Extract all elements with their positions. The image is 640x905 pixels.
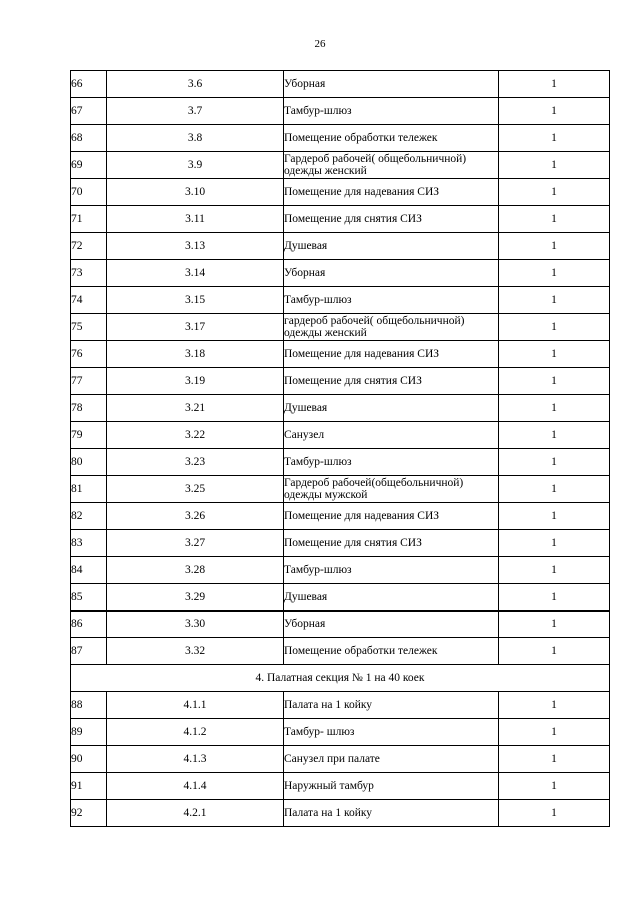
- room-code-cell: 3.23: [107, 449, 284, 476]
- table-row: [71, 611, 610, 638]
- table-row: [71, 314, 610, 341]
- row-number-cell: 69: [71, 152, 107, 179]
- room-name-cell: Уборная: [284, 71, 499, 98]
- row-number-cell: 87: [71, 638, 107, 665]
- room-code-cell: 3.9: [107, 152, 284, 179]
- quantity-cell: 1: [499, 800, 610, 827]
- table-row: [71, 449, 610, 476]
- table-row: [71, 152, 610, 179]
- room-code-cell: 3.7: [107, 98, 284, 125]
- table-row: [71, 368, 610, 395]
- quantity-cell: 1: [499, 476, 610, 503]
- quantity-cell: 1: [499, 233, 610, 260]
- quantity-cell: 1: [499, 638, 610, 665]
- room-name-cell: Гардероб рабочей( общебольничной) одежды женский: [284, 152, 499, 179]
- room-code-cell: 3.32: [107, 638, 284, 665]
- section-header-group: [71, 665, 610, 692]
- table-row: [71, 773, 610, 800]
- rooms-table-body-section-4: [71, 692, 610, 827]
- quantity-cell: 1: [499, 206, 610, 233]
- row-number-cell: 92: [71, 800, 107, 827]
- room-code-cell: 3.14: [107, 260, 284, 287]
- row-number-cell: 80: [71, 449, 107, 476]
- row-number-cell: 85: [71, 584, 107, 611]
- row-number-cell: 72: [71, 233, 107, 260]
- table-row: [71, 746, 610, 773]
- table-row: [71, 530, 610, 557]
- room-code-cell: 3.17: [107, 314, 284, 341]
- room-name-cell: Гардероб рабочей(общебольничной) одежды мужской: [284, 476, 499, 503]
- room-name-cell: Помещение обработки тележек: [284, 125, 499, 152]
- quantity-cell: 1: [499, 719, 610, 746]
- room-code-cell: 3.10: [107, 179, 284, 206]
- table-row: [71, 476, 610, 503]
- room-name-cell: Палата на 1 койку: [284, 800, 499, 827]
- room-name-cell: Помещение для надевания СИЗ: [284, 503, 499, 530]
- table-row: [71, 503, 610, 530]
- room-code-cell: 3.13: [107, 233, 284, 260]
- table-row: [71, 341, 610, 368]
- room-name-cell: Тамбур- шлюз: [284, 719, 499, 746]
- quantity-cell: 1: [499, 584, 610, 611]
- room-code-cell: 3.30: [107, 611, 284, 638]
- table-row: [71, 206, 610, 233]
- room-name-cell: Санузел: [284, 422, 499, 449]
- table-row: [71, 71, 610, 98]
- room-code-cell: 3.28: [107, 557, 284, 584]
- room-code-cell: 3.29: [107, 584, 284, 611]
- row-number-cell: 86: [71, 611, 107, 638]
- table-row: [71, 584, 610, 611]
- room-code-cell: 3.19: [107, 368, 284, 395]
- table-row: [71, 422, 610, 449]
- room-code-cell: 3.8: [107, 125, 284, 152]
- row-number-cell: 84: [71, 557, 107, 584]
- room-name-cell: Помещение для надевания СИЗ: [284, 341, 499, 368]
- quantity-cell: 1: [499, 98, 610, 125]
- room-name-cell: гардероб рабочей( общебольничной) одежды женский: [284, 314, 499, 341]
- table-row: [71, 179, 610, 206]
- room-name-cell: Душевая: [284, 584, 499, 611]
- table-row: [71, 125, 610, 152]
- room-code-cell: 4.1.3: [107, 746, 284, 773]
- room-name-cell: Помещение обработки тележек: [284, 638, 499, 665]
- room-code-cell: 3.22: [107, 422, 284, 449]
- quantity-cell: 1: [499, 314, 610, 341]
- table-row: [71, 98, 610, 125]
- row-number-cell: 90: [71, 746, 107, 773]
- row-number-cell: 81: [71, 476, 107, 503]
- row-number-cell: 89: [71, 719, 107, 746]
- quantity-cell: 1: [499, 746, 610, 773]
- quantity-cell: 1: [499, 611, 610, 638]
- row-number-cell: 73: [71, 260, 107, 287]
- quantity-cell: 1: [499, 71, 610, 98]
- quantity-cell: 1: [499, 530, 610, 557]
- room-name-cell: Помещение для снятия СИЗ: [284, 368, 499, 395]
- room-name-cell: Душевая: [284, 395, 499, 422]
- room-name-cell: Тамбур-шлюз: [284, 98, 499, 125]
- table-row: [71, 719, 610, 746]
- table-row: [71, 395, 610, 422]
- row-number-cell: 74: [71, 287, 107, 314]
- section-header-row: [71, 665, 610, 692]
- table-row: [71, 287, 610, 314]
- room-code-cell: 3.27: [107, 530, 284, 557]
- table-row: [71, 557, 610, 584]
- room-code-cell: 4.1.2: [107, 719, 284, 746]
- quantity-cell: 1: [499, 125, 610, 152]
- room-name-cell: Тамбур-шлюз: [284, 449, 499, 476]
- row-number-cell: 76: [71, 341, 107, 368]
- table-row: [71, 638, 610, 665]
- room-name-cell: Санузел при палате: [284, 746, 499, 773]
- room-name-cell: Душевая: [284, 233, 499, 260]
- quantity-cell: 1: [499, 287, 610, 314]
- room-name-cell: Палата на 1 койку: [284, 692, 499, 719]
- room-name-cell: Помещение для снятия СИЗ: [284, 206, 499, 233]
- room-code-cell: 3.6: [107, 71, 284, 98]
- room-name-cell: Уборная: [284, 260, 499, 287]
- rooms-table: [70, 70, 610, 827]
- quantity-cell: 1: [499, 368, 610, 395]
- room-code-cell: 3.26: [107, 503, 284, 530]
- quantity-cell: 1: [499, 341, 610, 368]
- quantity-cell: 1: [499, 179, 610, 206]
- row-number-cell: 77: [71, 368, 107, 395]
- quantity-cell: 1: [499, 503, 610, 530]
- row-number-cell: 70: [71, 179, 107, 206]
- row-number-cell: 75: [71, 314, 107, 341]
- room-name-cell: Наружный тамбур: [284, 773, 499, 800]
- room-code-cell: 3.11: [107, 206, 284, 233]
- quantity-cell: 1: [499, 773, 610, 800]
- row-number-cell: 83: [71, 530, 107, 557]
- page-number: 26: [314, 38, 326, 50]
- row-number-cell: 66: [71, 71, 107, 98]
- room-code-cell: 3.25: [107, 476, 284, 503]
- room-code-cell: 4.1.4: [107, 773, 284, 800]
- row-number-cell: 71: [71, 206, 107, 233]
- room-code-cell: 4.1.1: [107, 692, 284, 719]
- table-row: [71, 692, 610, 719]
- room-name-cell: Тамбур-шлюз: [284, 557, 499, 584]
- quantity-cell: 1: [499, 260, 610, 287]
- room-code-cell: 3.15: [107, 287, 284, 314]
- quantity-cell: 1: [499, 557, 610, 584]
- quantity-cell: 1: [499, 449, 610, 476]
- room-code-cell: 4.2.1: [107, 800, 284, 827]
- rooms-table-body: [71, 71, 610, 665]
- room-name-cell: Помещение для снятия СИЗ: [284, 530, 499, 557]
- row-number-cell: 79: [71, 422, 107, 449]
- table-row: [71, 233, 610, 260]
- room-code-cell: 3.18: [107, 341, 284, 368]
- room-code-cell: 3.21: [107, 395, 284, 422]
- table-row: [71, 260, 610, 287]
- row-number-cell: 78: [71, 395, 107, 422]
- room-name-cell: Уборная: [284, 611, 499, 638]
- quantity-cell: 1: [499, 692, 610, 719]
- row-number-cell: 82: [71, 503, 107, 530]
- row-number-cell: 67: [71, 98, 107, 125]
- room-name-cell: Тамбур-шлюз: [284, 287, 499, 314]
- row-number-cell: 91: [71, 773, 107, 800]
- quantity-cell: 1: [499, 422, 610, 449]
- table-row: [71, 800, 610, 827]
- quantity-cell: 1: [499, 152, 610, 179]
- row-number-cell: 88: [71, 692, 107, 719]
- row-number-cell: 68: [71, 125, 107, 152]
- quantity-cell: 1: [499, 395, 610, 422]
- section-title: 4. Палатная секция № 1 на 40 коек: [71, 665, 610, 692]
- room-name-cell: Помещение для надевания СИЗ: [284, 179, 499, 206]
